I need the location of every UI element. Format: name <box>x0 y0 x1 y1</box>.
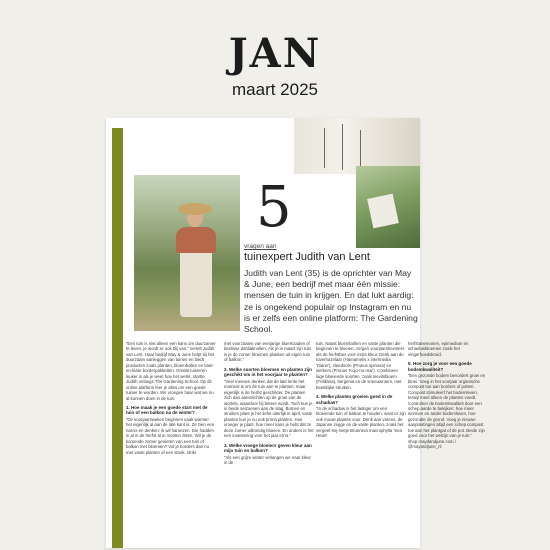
text-column-3 <box>316 341 406 443</box>
article-page <box>106 118 486 548</box>
question-heading: 2. Welke soorten bloemen en planten zijn geschikt om in het voorjaar te planten? <box>224 366 312 378</box>
magazine-title: JAN <box>228 30 322 77</box>
article-headline: tuinexpert Judith van Lent <box>244 251 370 263</box>
question-heading: 3. Welke vroege bloeiers geven kleur aan mijn tuin en balkon? <box>224 442 312 454</box>
issue-date: maart 2025 <box>232 80 318 99</box>
question-heading: 5. Hoe zorg je voor een goede bodemkwaliteit? <box>408 361 472 372</box>
body-paragraph: met voorzaaien van eenjarige bloemzaden of beslisse dahliaknollen. Als je in maart zijn tuin is je de zomer bloemen plukken uit eigen tuin of balkon.” <box>224 341 311 363</box>
masthead <box>0 30 550 100</box>
answer-paragraph: “De voorjaarsweken beginnen vaak warmer het eigenlijk al aan de late kant is. Ze zien een narcis en denken: ik wil haroezen. Die hadden in al in de herfst al in moeten zitten. Wil je de komende zomer genieten van een tuin of balkon met bloemen? Vul je borders dan nu met vaste planten of een struik, strikt <box>126 416 215 455</box>
gardening-hands-photo <box>356 166 420 248</box>
answer-paragraph: “In de schaduw is het lastiger om een bloeiende tuin of balkon te houden, want er zijn ook mooie planten voor. Denk aan varens, de Japanse zegge en de vaste planten, zoals het vergeet-mij-nietje Brunnera macrophylla 'Sea Heart'. <box>316 405 406 439</box>
big-number: 5 <box>256 175 292 240</box>
question-heading: 4. Welke planten groeien goed in de schaduw? <box>316 394 393 405</box>
text-column-2 <box>224 341 314 470</box>
kicker: vragen aan <box>244 243 277 250</box>
body-paragraph: tuin. Naast bloembollen en vaste planten die beginnen te bloeien, zorgen voorjaarsheesters als de herfstbes voor extra kleur. Denk aan de toverhazelaar (Hamamelis x intermedia 'Diane'), sleedoorn (Prunus spinosa) en sierkers (Prunus 'Kojo-no-mai'). Combineer lage bloeiende soorten, zoals kievitsbloem (Fritillaria), bergenia en de sneeuwroem, met beeldrijke struiken. <box>316 341 405 390</box>
body-paragraph: herfstanemonen, epimedium en schaduwbloemen zoals het vingerhoedskruid. <box>408 341 469 357</box>
body-paragraph: “Een tuin is niet alleen een kans om duurzamer te leven, je wordt er ook blij van,” vertelt Judith van Lent. Haar bedrijf May & June helpt bij het duurzaam aanleggen van tuinen en biedt producten zoals planten, bloembollen en kant-en-klare borderpakketten. Omdat tuinieren leuker is als je weet hoe het werkt, startte Judith onlangs The Gardening School. Op dit online platform leer je alles om een goede tuinier te worden. We vroegen haar wat we nu al kunnen doen in de tuin. <box>126 341 216 401</box>
text-column-4 <box>408 341 488 454</box>
portrait-photo <box>134 175 240 331</box>
accent-bar <box>112 128 123 548</box>
answer-paragraph: “Als een grijze winter verlangen we naar kleur in de <box>224 454 311 466</box>
text-column-1 <box>126 341 216 459</box>
answer-paragraph: “Een gezonde bodem bevordert groei en bloei. Voeg in het voorjaar organische compost toe aan borders of potten. Compost stimuleert het bodemleven, terwijl meel alleen de planten voedt. Controleer de bodemkwaliteit door een schep aarde te bekijken: hoe meer wormen en ander bodemleven, hoe gezonder de grond. Voeg je nieuwe aanplantingen altijd een schep compost toe aan het plantgat of de pot. Beide zijn goed voor het welzijn van je tuin.” shop.maydandjune.com / @mayandjune_nl <box>408 373 486 450</box>
article-intro: Judith van Lent (35) is de oprichter van May & June, een bedrijf met maar één missie: mensen de tuin in krijgen. En dat lukt aardig: ze is ongekend populair op Instagram en nu is er zelfs een online platform: The Gardening School. <box>244 268 418 335</box>
answer-paragraph: “Veel mensen denken dat de late lente het moment is om de tuin aan te planten, maar eigenlijk is de herfst geschikter. De planten zich dan aanstrichten op de groei van de wortels, waardoor hij betere wordt. Toch kun je in beide seizoenen aan de slag. Bomen en struiken plant je het liefst uiterlijk in april, vaste planten kun je nu ook prima planten. Hoe vroeger je plant, hoe meer kans je hebt dat ze deze zomer uitbundig bloeien. En anders is het een investering voor het jaar erna.” <box>224 378 314 439</box>
question-heading: 1. Hoe maak je een goede start met de tuin of een balkon na de winter? <box>126 404 208 416</box>
